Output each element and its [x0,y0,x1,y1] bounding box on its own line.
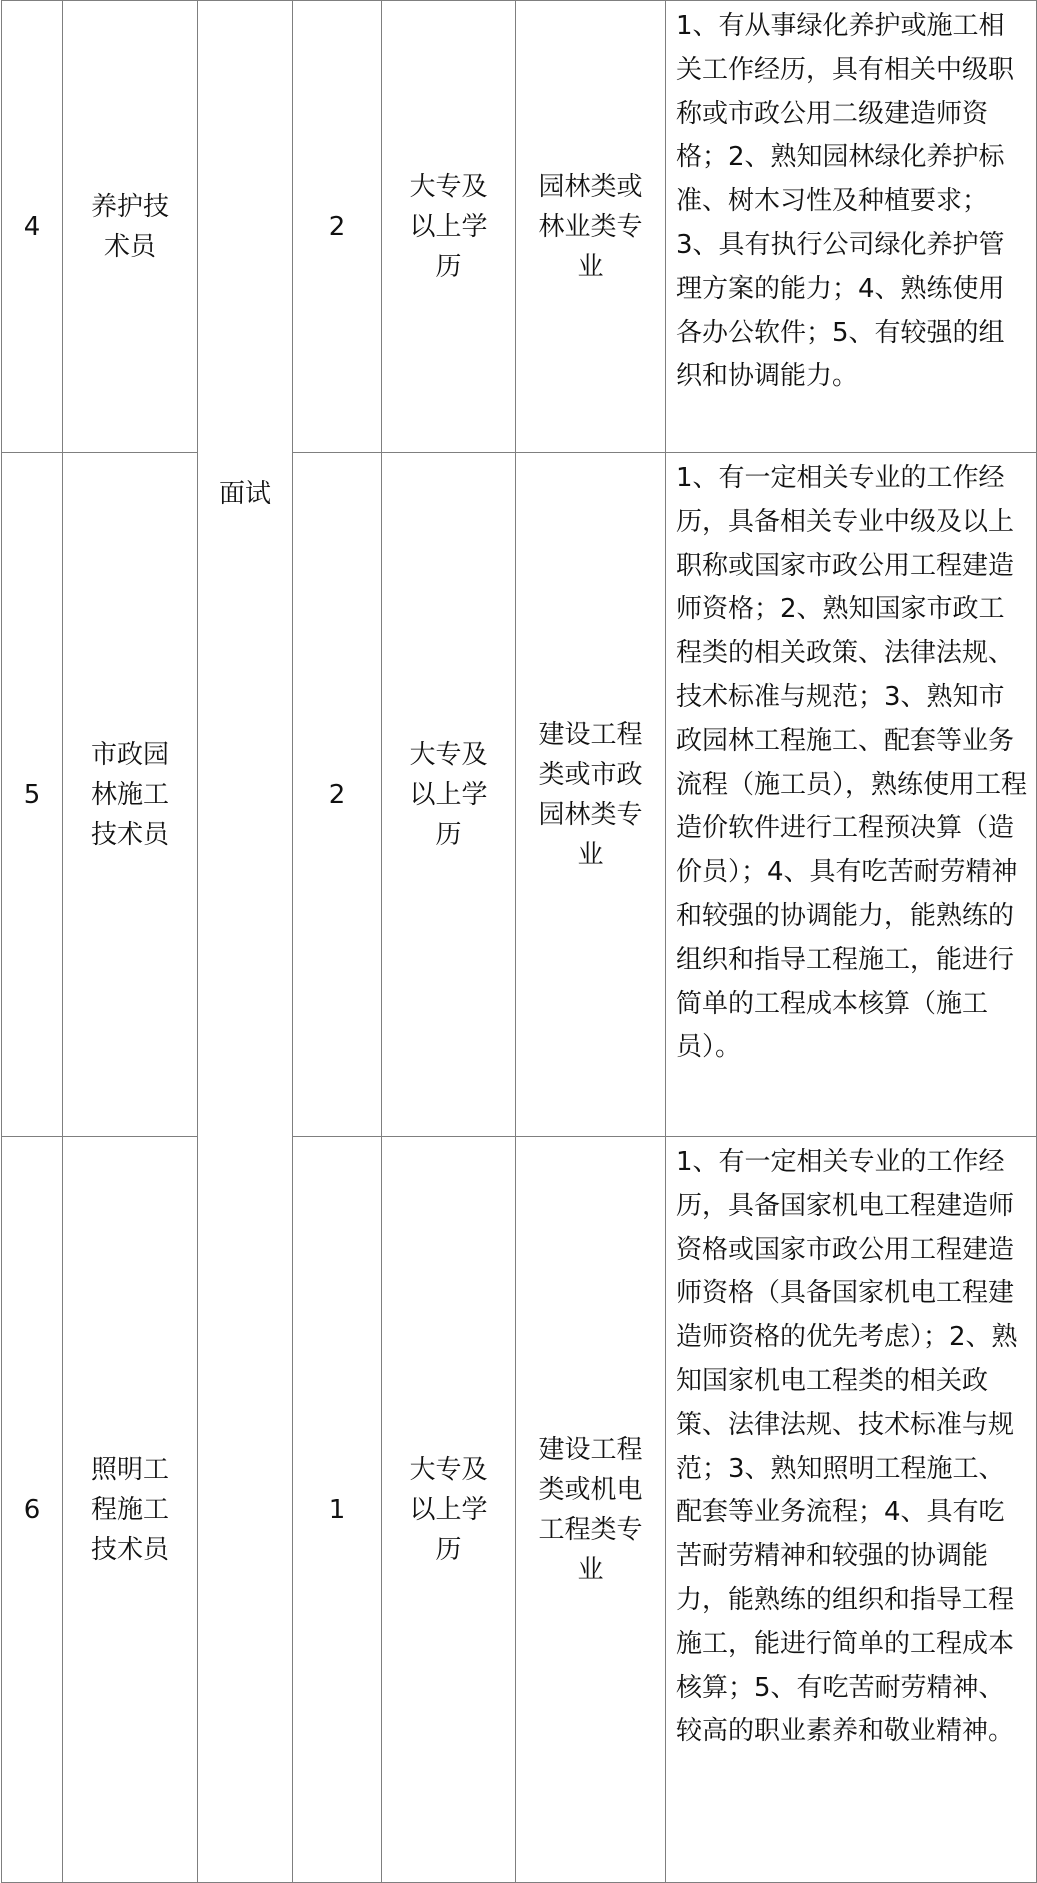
table-row [2,1137,1037,1883]
position-name: 养护技术员 [63,1,198,453]
education-requirement: 大专及以上学历 [382,453,516,1137]
major-requirement: 建设工程类或机电工程类专业 [516,1137,666,1883]
major-requirement: 园林类或林业类专业 [516,1,666,453]
interview-method: 面试 [198,1,293,1883]
row-number: 4 [2,1,63,453]
major-requirement: 建设工程类或市政园林类专业 [516,453,666,1137]
position-name: 照明工程施工技术员 [63,1137,198,1883]
recruitment-table [1,0,1037,1883]
table-row [2,1,1037,453]
hiring-count: 2 [293,1,382,453]
hiring-count: 1 [293,1137,382,1883]
job-requirements: 1、有从事绿化养护或施工相关工作经历，具有相关中级职称或市政公用二级建造师资格；2、熟知园林绿化养护标准、树木习性及种植要求；3、具有执行公司绿化养护管理方案的能力；4、熟练使用各办公软件；5、有较强的组织和协调能力。 [666,1,1037,453]
row-number: 5 [2,453,63,1137]
table-row [2,453,1037,1137]
education-requirement: 大专及以上学历 [382,1137,516,1883]
education-requirement: 大专及以上学历 [382,1,516,453]
hiring-count: 2 [293,453,382,1137]
job-requirements: 1、有一定相关专业的工作经历，具备相关专业中级及以上职称或国家市政公用工程建造师资格；2、熟知国家市政工程类的相关政策、法律法规、技术标准与规范；3、熟知市政园林工程施工、配套等业务流程（施工员），熟练使用工程造价软件进行工程预决算（造价员）；4、具有吃苦耐劳精神和较强的协调能力，能熟练的组织和指导工程施工，能进行简单的工程成本核算（施工员）。 [666,453,1037,1137]
row-number: 6 [2,1137,63,1883]
position-name: 市政园林施工技术员 [63,453,198,1137]
job-requirements: 1、有一定相关专业的工作经历，具备国家机电工程建造师资格或国家市政公用工程建造师资格（具备国家机电工程建造师资格的优先考虑）；2、熟知国家机电工程类的相关政策、法律法规、技术标准与规范；3、熟知照明工程施工、配套等业务流程；4、具有吃苦耐劳精神和较强的协调能力，能熟练的组织和指导工程施工，能进行简单的工程成本核算；5、有吃苦耐劳精神、较高的职业素养和敬业精神。 [666,1137,1037,1883]
